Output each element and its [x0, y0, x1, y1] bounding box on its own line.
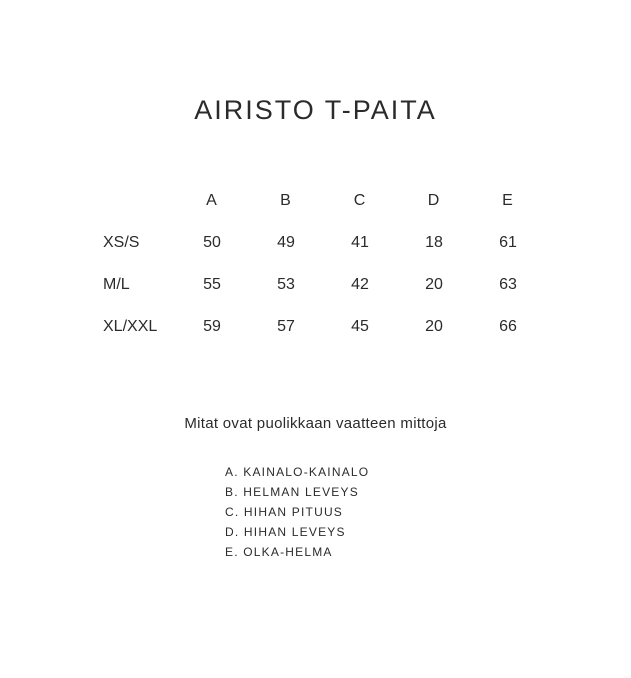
table-cell: 53	[277, 276, 295, 293]
page-title: AIRISTO T-PAITA	[194, 95, 437, 125]
table-cell: 42	[351, 276, 369, 293]
legend-item-d: D. HIHAN LEVEYS	[225, 525, 346, 539]
table-cell: 55	[203, 276, 221, 293]
table-cell: 20	[425, 276, 443, 293]
table-cell: 41	[351, 234, 369, 251]
column-header-c: C	[353, 192, 367, 209]
table-cell: 50	[203, 234, 221, 251]
table-cell: 59	[203, 318, 221, 335]
row-label: M/L	[103, 276, 130, 293]
table-cell: 45	[351, 318, 369, 335]
column-header-a: A	[206, 192, 218, 209]
column-header-d: D	[427, 192, 441, 209]
table-cell: 61	[499, 234, 517, 251]
table-row-xs-s	[95, 222, 545, 264]
measurement-legend	[225, 462, 369, 562]
column-header-b: B	[280, 192, 292, 209]
size-table-corner-cell	[95, 180, 175, 222]
row-label: XL/XXL	[103, 318, 158, 335]
legend-item-b: B. HELMAN LEVEYS	[225, 485, 359, 499]
table-cell: 57	[277, 318, 295, 335]
table-cell: 18	[425, 234, 443, 251]
table-cell: 63	[499, 276, 517, 293]
table-row-m-l	[95, 264, 545, 306]
size-table-header-row	[95, 180, 545, 222]
table-cell: 66	[499, 318, 517, 335]
legend-item-a: A. KAINALO-KAINALO	[225, 465, 370, 479]
table-cell: 49	[277, 234, 295, 251]
column-header-e: E	[502, 192, 514, 209]
legend-item-e: E. OLKA-HELMA	[225, 545, 333, 559]
legend-item-c: C. HIHAN PITUUS	[225, 505, 344, 519]
size-table	[95, 180, 545, 348]
table-row-xl-xxl	[95, 306, 545, 348]
measurement-note: Mitat ovat puolikkaan vaatteen mittoja	[184, 415, 447, 432]
table-cell: 20	[425, 318, 443, 335]
row-label: XS/S	[103, 234, 140, 251]
